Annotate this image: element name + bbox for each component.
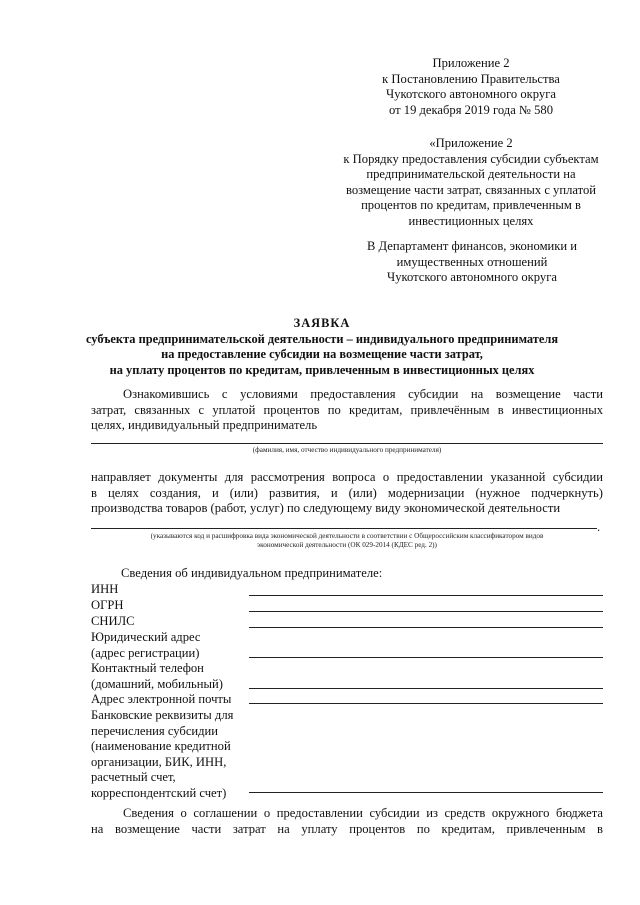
- activity-line-end: .: [597, 520, 601, 534]
- field-label-line: Адрес электронной почты: [91, 692, 232, 706]
- field-snils-label: [91, 614, 135, 630]
- agreement-line: на возмещение части затрат на уплату процентов по кредитам, привлеченным в: [91, 821, 603, 836]
- appendix-main-block: [362, 56, 580, 118]
- field-label-line: корреспондентский счет): [91, 785, 227, 800]
- addressee-line: имущественных отношений: [396, 254, 548, 269]
- field-ogrn-label: [91, 598, 123, 614]
- appendix-main-line: к Постановлению Правительства: [382, 71, 560, 86]
- field-email-label: [91, 692, 231, 708]
- appendix-sub-line: к Порядку предоставления субсидии субъектам: [343, 151, 599, 166]
- agreement-paragraph: [91, 806, 603, 837]
- title-heading: ЗАЯВКА: [293, 316, 351, 330]
- appendix-sub-line: процентов по кредитам, привлеченным в: [361, 198, 581, 213]
- document-title: [60, 316, 584, 378]
- field-email-input[interactable]: [249, 703, 603, 704]
- title-line: субъекта предпринимательской деятельности – индивидуального предпринимателя: [85, 331, 559, 346]
- activity-caption-line: экономической деятельности (ОК 029-2014 (КДЕС ред. 2)): [257, 541, 437, 549]
- addressee-line: В Департамент финансов, экономики и: [366, 239, 578, 253]
- intro-line: затрат, связанных с уплатой процентов по кредитам, привлечённым в инвестиционных: [91, 402, 603, 417]
- field-label-line: (адрес регистрации): [91, 645, 200, 660]
- field-label-line: расчетный счет,: [91, 770, 176, 785]
- field-legal-address-label: [91, 630, 201, 661]
- field-label-line: организации, БИК, ИНН,: [91, 754, 227, 769]
- title-line: на уплату процентов по кредитам, привлеченным в инвестиционных целях: [109, 362, 535, 377]
- addressee-line: Чукотского автономного округа: [387, 270, 557, 285]
- field-label-line: Контактный телефон: [91, 661, 204, 675]
- appendix-sub-line: возмещение части затрат, связанных с уплатой: [345, 182, 597, 197]
- title-line: на предоставление субсидии на возмещение части затрат,: [161, 347, 483, 362]
- intro-paragraph: [91, 387, 603, 434]
- field-phone-label: [91, 661, 223, 692]
- appendix-sub-block: [322, 136, 620, 230]
- field-label-line: Юридический адрес: [91, 630, 201, 644]
- field-label-line: (домашний, мобильный): [91, 676, 223, 691]
- purpose-line: производства товаров (работ, услуг) по следующему виду экономической деятельности: [91, 501, 561, 516]
- appendix-main-line: от 19 декабря 2019 года № 580: [388, 102, 553, 117]
- appendix-sub-line: предпринимательской деятельности на: [366, 167, 576, 182]
- field-bank-details-label: [91, 708, 233, 802]
- appendix-main-line: Приложение 2: [432, 56, 510, 70]
- field-phone-input[interactable]: [249, 688, 603, 689]
- field-snils-input[interactable]: [249, 627, 603, 628]
- purpose-line: направляет документы для рассмотрения вопроса о предоставлении указанной субсидии: [91, 470, 603, 484]
- field-inn-label: [91, 582, 118, 598]
- entrepreneur-name-caption: (фамилия, имя, отчество индивидуального предпринимателя): [252, 446, 442, 454]
- agreement-line: Сведения о соглашении о предоставлении субсидии из средств окружного бюджета: [123, 806, 603, 820]
- activity-caption: [91, 532, 603, 550]
- addressee-block: [346, 239, 598, 286]
- field-label-line: перечисления субсидии: [91, 723, 219, 738]
- purpose-paragraph: [91, 470, 603, 517]
- entrepreneur-name-field[interactable]: [91, 443, 603, 444]
- appendix-main-line: Чукотского автономного округа: [386, 87, 556, 102]
- field-label-line: СНИЛС: [91, 614, 135, 628]
- appendix-sub-line: «Приложение 2: [429, 136, 513, 150]
- purpose-line: в целях создания, и (или) развития, и (или) модернизации (нужное подчеркнуть): [91, 485, 603, 500]
- appendix-sub-line: инвестиционных целях: [408, 213, 534, 228]
- field-label-line: (наименование кредитной: [91, 739, 231, 754]
- field-bank-details-input[interactable]: [249, 792, 603, 793]
- field-legal-address-input[interactable]: [249, 657, 603, 658]
- intro-line: Ознакомившись с условиями предоставления субсидии на возмещение части: [123, 387, 603, 401]
- activity-type-field[interactable]: [91, 528, 597, 529]
- activity-caption-line: (указываются код и расшифровка вида экономической деятельности в соответствии с Общероссийским классификатором видов: [150, 532, 544, 540]
- intro-line: целях, индивидуальный предприниматель: [91, 418, 318, 433]
- field-label-line: Банковские реквизиты для: [91, 708, 234, 722]
- field-inn-input[interactable]: [249, 595, 603, 596]
- field-label-line: ИНН: [91, 582, 119, 596]
- field-ogrn-input[interactable]: [249, 611, 603, 612]
- field-label-line: ОГРН: [91, 598, 124, 612]
- entrepreneur-section-heading: Сведения об индивидуальном предпринимателе:: [121, 566, 383, 580]
